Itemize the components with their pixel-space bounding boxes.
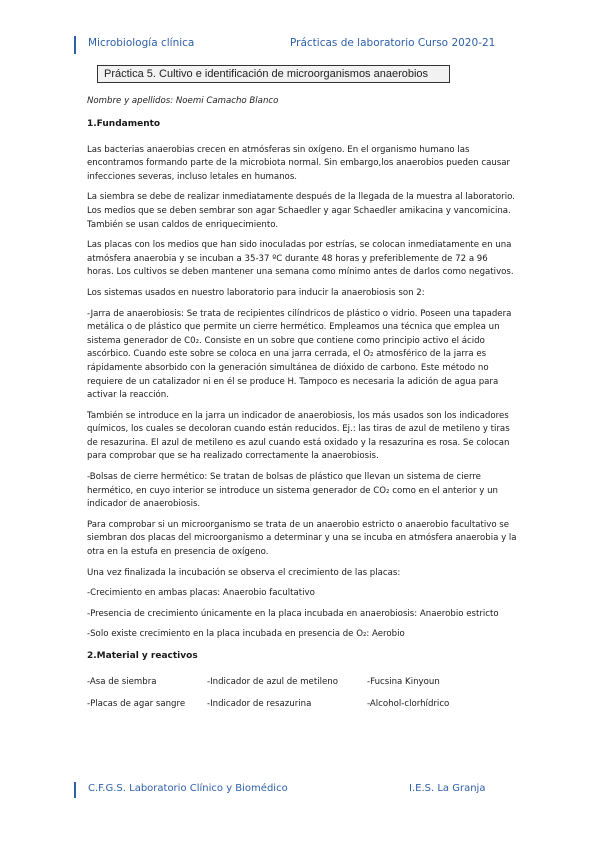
paragraph: -Crecimiento en ambas placas: Anaerobio facultativo xyxy=(87,588,315,599)
header-subject: Microbiología clínica xyxy=(88,37,195,49)
page-footer xyxy=(74,782,494,798)
material-item: -Indicador de resazurina xyxy=(207,698,312,709)
material-item: -Indicador de azul de metileno xyxy=(207,676,338,687)
paragraph: Las placas con los medios que han sido inoculadas por estrías, se colocan inmediatamente en una atmósfera anaerobia y se incuban a 35-37 ºC durante 48 horas y preferiblemente de 72 a 96 horas. Los cultivos se deben mantener una semana como mínimo antes de darlos como negativos. xyxy=(87,240,514,278)
section-heading-material: 2.Material y reactivos xyxy=(87,651,198,661)
paragraph: Los sistemas usados en nuestro laboratorio para inducir la anaerobiosis son 2: xyxy=(87,287,425,298)
footer-program: C.F.G.S. Laboratorio Clínico y Biomédico xyxy=(88,783,288,794)
paragraph: La siembra se debe de realizar inmediatamente después de la llegada de la muestra al laboratorio. Los medios que se deben sembrar son agar Schaedler y agar Schaedler amikacina y vancomicina. También se usan caldos de enriquecimiento. xyxy=(87,192,515,230)
material-item: -Alcohol-clorhídrico xyxy=(367,698,450,709)
paragraph: También se introduce en la jarra un indicador de anaerobiosis, los más usados son los indicadores químicos, los cuales se decoloran cuando están reducidos. Ej.: las tiras de azul de metileno y tiras de resazurina. El azul de metileno es azul cuando está oxidado y la resazurina es rosa. Se colocan para comprobar que se ha realizado correctamente la anaerobiosis. xyxy=(87,410,510,462)
header-accent-bar xyxy=(74,36,76,54)
practice-title: Práctica 5. Cultivo e identificación de microorganismos anaerobios xyxy=(97,65,450,83)
page-header xyxy=(74,36,494,54)
material-item: -Fucsina Kinyoun xyxy=(367,676,440,687)
material-row xyxy=(87,676,517,689)
paragraph: Una vez finalizada la incubación se observa el crecimiento de las placas: xyxy=(87,567,401,578)
footer-accent-bar xyxy=(74,782,76,798)
paragraph: Para comprobar si un microorganismo se trata de un anaerobio estricto o anaerobio facultativo se siembran dos placas del microorganismo a determinar y una se incuba en atmósfera anaerobia y la otra en la estufa en presencia de oxígeno. xyxy=(87,519,517,558)
header-course: Prácticas de laboratorio Curso 2020-21 xyxy=(290,37,496,49)
paragraph: -Solo existe crecimiento en la placa incubada en presencia de O₂: Aerobio xyxy=(87,629,405,640)
material-item: -Asa de siembra xyxy=(87,676,157,687)
paragraph: -Bolsas de cierre hermético: Se tratan de bolsas de plástico que llevan un sistema de cierre hermético, en cuyo interior se introduce un sistema generador de CO₂ como en el anterior y un indicador de anaerobiosis. xyxy=(87,472,498,510)
paragraph: Las bacterias anaerobias crecen en atmósferas sin oxígeno. En el organismo humano las encontramos formando parte de la microbiota normal. Sin embargo,los anaerobios pueden causar infecciones severas, incluso letales en humanos. xyxy=(87,144,511,182)
author-line: Nombre y apellidos: Noemi Camacho Blanco xyxy=(87,96,279,106)
document-body xyxy=(87,118,517,720)
paragraph: -Jarra de anaerobiosis: Se trata de recipientes cilíndricos de plástico o vidrio. Poseen una tapadera metálica o de plástico que permite un cierre hermético. Empleamos una técnica que emplea un sistema generador de C0₂. Consiste en un sobre que contiene como principio activo el ácido ascórbico. Cuando este sobre se coloca en una jarra cerrada, el O₂ atmosférico de la jarra es rápidamente absorbido con la generación simultánea de dióxido de carbono. Este método no requiere de un catalizador ni en él se produce H. Tampoco es necesaria la adición de agua para activar la reacción. xyxy=(87,308,512,401)
material-item: -Placas de agar sangre xyxy=(87,698,186,709)
section-heading-fundamento: 1.Fundamento xyxy=(87,119,161,129)
material-row xyxy=(87,698,517,711)
footer-school: I.E.S. La Granja xyxy=(409,783,486,794)
paragraph: -Presencia de crecimiento únicamente en la placa incubada en anaerobiosis: Anaerobio estricto xyxy=(87,608,499,619)
